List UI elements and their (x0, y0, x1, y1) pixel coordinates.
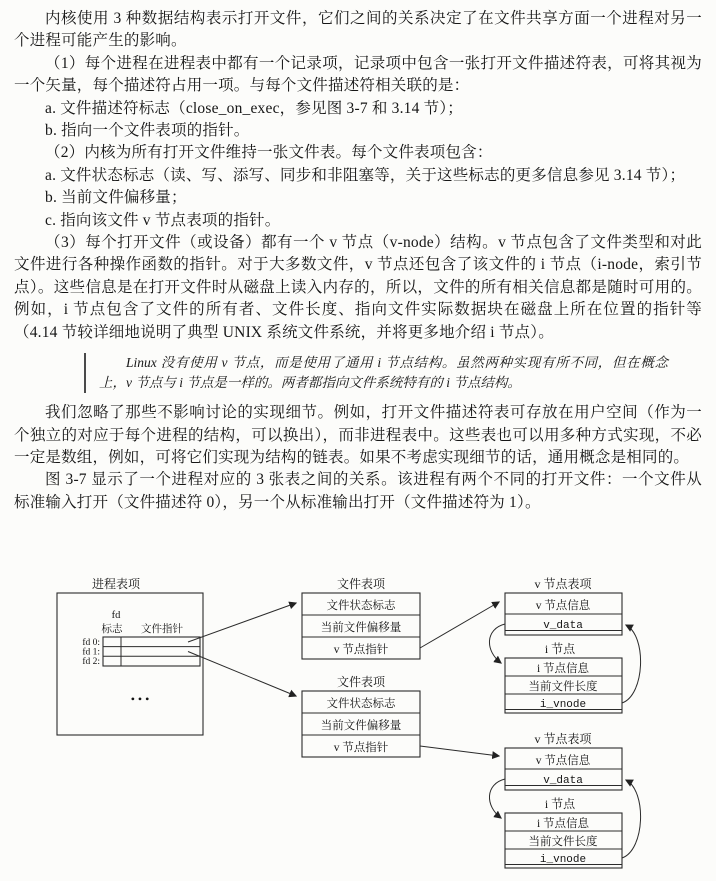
current-offset-cell: 当前文件偏移量 (320, 622, 402, 634)
arrow-fd0-to-file-table-top (188, 603, 296, 642)
item-1: （1）每个进程在进程表中都有一个记录项，记录项中包含一张打开文件描述符表，可将其视为一个矢量，每个描述符占用一项。与每个文件描述符相关联的是： (14, 54, 702, 95)
arrow-filetable-bottom-to-vnode-bottom (420, 746, 499, 756)
arrow-filetable-top-to-vnode-top (420, 602, 499, 648)
file-size-cell: 当前文件长度 (528, 836, 598, 848)
vnode-table-entry-top (489, 576, 640, 713)
current-offset-cell: 当前文件偏移量 (320, 720, 402, 732)
file-table-title: 文件表项 (336, 577, 386, 591)
item-1a: a. 文件描述符标志（close_on_exec，参见图 3-7 和 3.14 节）； (45, 99, 464, 117)
arrow-fd1-to-file-table-bottom (188, 652, 296, 697)
item-2: （2）内核为所有打开文件维持一张文件表。每个文件表项包含： (45, 144, 493, 162)
vnode-table-entry-bottom (489, 731, 640, 868)
arrow-ivnode-to-vnode (622, 625, 641, 703)
figure-3-7-diagram (0, 572, 716, 881)
process-table-box (57, 593, 203, 735)
vnode-info-cell: v 节点信息 (535, 600, 591, 612)
item-2c: c. 指向该文件 v 节点表项的指针。 (45, 211, 281, 229)
vnode-pointer-cell: v 节点指针 (333, 742, 389, 754)
ivnode-cell: i_vnode (539, 699, 587, 711)
arrow-vdata-to-inode (489, 624, 505, 663)
fd2-row-label: fd 2: (82, 657, 100, 667)
fd-label: fd (111, 610, 121, 621)
vdata-cell: v_data (543, 775, 583, 787)
para-implementation-details: 我们忽略了那些不影响讨论的实现细节。例如，打开文件描述符表可存放在用户空间（作为一个独立的对应于每个进程的结构，可以换出），而非进程表中。这些表也可以用多种方式实现，不必一定是数组，例如，可将它们实现为结构的链表。如果不考虑实现细节的话，通用概念是相同的。 (14, 404, 702, 466)
file-status-flags-cell: 文件状态标志 (326, 600, 396, 612)
vnode-pointer-cell: v 节点指针 (333, 644, 389, 656)
vdata-cell: v_data (543, 620, 583, 632)
linux-note (84, 353, 668, 393)
inode-info-cell: i 节点信息 (536, 818, 590, 830)
inode-info-cell: i 节点信息 (536, 663, 590, 675)
file-table-entry-bottom (302, 674, 420, 757)
file-pointer-column-label: 文件指针 (141, 624, 183, 635)
arrow-ivnode-to-vnode (622, 780, 641, 858)
file-table-entry-top (302, 576, 420, 659)
vnode-table-title: v 节点表项 (534, 732, 592, 746)
ellipsis: • • • (130, 692, 150, 706)
file-status-flags-cell: 文件状态标志 (326, 698, 396, 710)
vnode-info-cell: v 节点信息 (535, 755, 591, 767)
para-figure-intro: 图 3-7 显示了一个进程对应的 3 张表之间的关系。该进程有两个不同的打开文件：一个文件从标准输入打开（文件描述符 0），另一个从标准输出打开（文件描述符为 1）。 (14, 471, 702, 511)
item-2a: a. 文件状态标志（读、写、添写、同步和非阻塞等，关于这些标志的更多信息参见 3.14 节）； (45, 166, 686, 184)
vnode-table-title: v 节点表项 (534, 577, 592, 591)
item-1b: b. 指向一个文件表项的指针。 (45, 122, 250, 140)
item-3: （3）每个打开文件（或设备）都有一个 v 节点（v-node）结构。v 节点包含了文件类型和对此文件进行各种操作函数的指针。对于大多数文件，v 节点还包含了该文件的 i 节点（i-node，索引节点）。这些信息是在打开文件时从磁盘上读入内存的，所以，文件的所有相关信息都是随时可用的。例如，i 节点包含了文件的所有者、文件长度、指向文件实际数据块在磁盘上所在位置的指针等（4.14 节较详细地说明了典型 UNIX 系统文件系统，并将更多地介绍 i 节点）。 (14, 234, 702, 341)
fd1-row-label: fd 1: (82, 647, 100, 658)
process-table-title: 进程表项 (91, 577, 141, 591)
linux-note-text: Linux 没有使用 v 节点，而是使用了通用 i 节点结构。虽然两种实现有所不同，但在概念上，v 节点与 i 节点是一样的。两者都指向文件系统特有的 i 节点结构。 (99, 355, 668, 391)
process-table-entry (57, 576, 203, 735)
fd0-row-label: fd 0: (82, 638, 100, 648)
ivnode-cell: i_vnode (539, 854, 587, 866)
inode-title: i 节点 (544, 642, 576, 656)
file-table-title: 文件表项 (336, 675, 386, 689)
arrow-vdata-to-inode (489, 779, 505, 818)
para-intro: 内核使用 3 种数据结构表示打开文件，它们之间的关系决定了在文件共享方面一个进程对另一个进程可能产生的影响。 (14, 10, 702, 50)
item-2b: b. 当前文件偏移量； (45, 189, 187, 207)
file-size-cell: 当前文件长度 (528, 681, 598, 693)
fd-flags-column-label: 标志 (101, 624, 123, 635)
fd-table-grid (103, 637, 200, 666)
inode-title: i 节点 (544, 797, 576, 811)
